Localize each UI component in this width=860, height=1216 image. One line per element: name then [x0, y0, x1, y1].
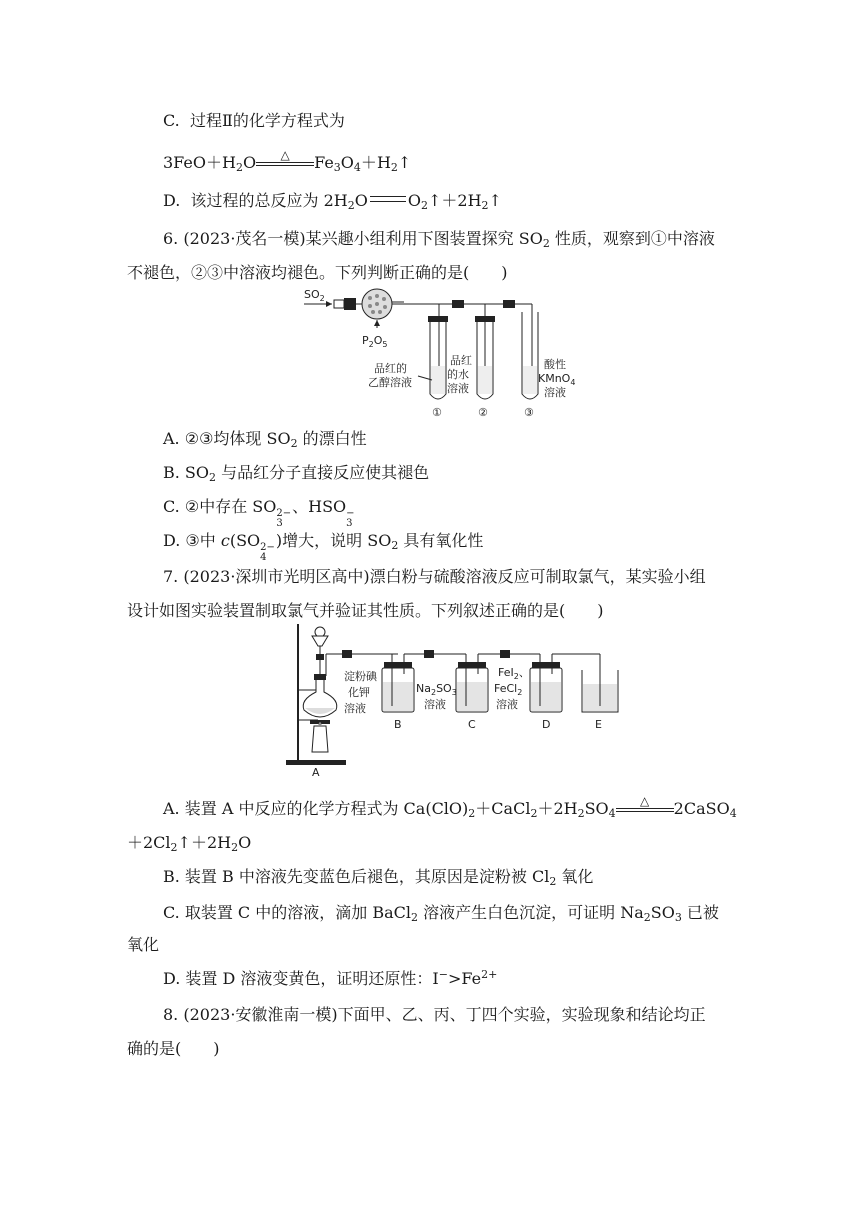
- svg-text:溶液: 溶液: [544, 386, 566, 399]
- q6-option-a: A. ②③均体现 $SO_2$ 的漂白性: [163, 429, 367, 450]
- q7-option-c-line1: C. 取装置 C 中的溶液，滴加 BaCl$_2$ 溶液产生白色沉淀，可证明 $Na_2SO_3$ 已被: [163, 903, 719, 924]
- q6-option-d: D. ③中 c(SO 2− 4 )增大，说明 $SO_2$ 具有氧化性: [163, 531, 484, 563]
- option-c-prev: C. 过程Ⅱ的化学方程式为: [163, 111, 345, 130]
- svg-text:品红的: 品红的: [374, 362, 407, 375]
- heat-arrow: △: [616, 798, 674, 816]
- svg-text:乙醇溶液: 乙醇溶液: [368, 376, 412, 389]
- so2-label: $SO_2$: [304, 288, 325, 303]
- q7-option-a-line2: $+2Cl_2↑+2H_2O$: [127, 833, 252, 854]
- svg-text:KMnO4: KMnO$_4$: [538, 372, 576, 387]
- q7-option-a-line1: A. 装置 A 中反应的化学方程式为 $Ca(ClO)_2+CaCl_2+2H_2SO_4$ △ 2CaSO$_4$: [163, 794, 737, 820]
- p2o5-label: $P_2O_5$: [362, 334, 388, 349]
- svg-text:A: A: [312, 766, 320, 779]
- svg-text:品红: 品红: [450, 354, 472, 367]
- q6-option-c: C. ②中存在 SO 2− 3 、HSO − 3: [163, 497, 355, 529]
- q6-option-b: B. $SO_2$ 与品红分子直接反应使其褪色: [163, 463, 430, 484]
- q7-apparatus-figure: [282, 620, 628, 780]
- svg-text:溶液: 溶液: [344, 702, 366, 715]
- q7-option-b: B. 装置 B 中溶液先变蓝色后褪色，其原因是淀粉被 $Cl_2$ 氧化: [163, 867, 594, 888]
- q7-stem-line1: 7. (2023·深圳市光明区高中)漂白粉与硫酸溶液反应可制取氯气，某实验小组: [163, 567, 706, 586]
- svg-text:FeI2、: FeI$_2$、: [498, 666, 530, 681]
- q8-stem-line2: 确的是( ): [127, 1039, 220, 1058]
- q8-stem-line1: 8. (2023·安徽淮南一模)下面甲、乙、丙、丁四个实验，实验现象和结论均正: [163, 1005, 706, 1024]
- svg-text:溶液: 溶液: [496, 698, 518, 711]
- svg-text:FeCl2: FeCl$_2$: [494, 682, 523, 697]
- svg-text:C: C: [468, 718, 476, 731]
- q6-apparatus-figure: [300, 286, 576, 422]
- svg-text:溶液: 溶液: [424, 698, 446, 711]
- svg-text:①: ①: [432, 406, 442, 419]
- svg-text:淀粉碘: 淀粉碘: [344, 670, 377, 683]
- svg-text:E: E: [595, 718, 602, 731]
- equation-c: $3FeO+H_2O$ △ $Fe_3O_4+H_2↑$: [163, 148, 412, 174]
- svg-text:②: ②: [478, 406, 488, 419]
- svg-text:酸性: 酸性: [544, 358, 566, 371]
- svg-text:溶液: 溶液: [447, 382, 469, 395]
- q7-option-c-line2: 氧化: [127, 935, 160, 954]
- svg-text:的水: 的水: [447, 368, 469, 381]
- svg-text:化钾: 化钾: [348, 686, 370, 699]
- q6-stem-line2: 不褪色，②③中溶液均褪色。下列判断正确的是( ): [127, 263, 508, 282]
- q7-option-d: D. 装置 D 溶液变黄色，证明还原性：$I^->Fe^{2+}$: [163, 968, 498, 988]
- option-d-prev: D. 该过程的总反应为 $2H_2O$ $O_2↑+2H_2↑$: [163, 191, 502, 212]
- svg-text:B: B: [394, 718, 402, 731]
- svg-text:D: D: [542, 718, 551, 731]
- heat-arrow: △: [256, 152, 314, 170]
- svg-text:③: ③: [524, 406, 534, 419]
- svg-text:Na2SO3: $Na_2SO_3$: [416, 682, 457, 697]
- q6-stem-line1: 6. (2023·茂名一模)某兴趣小组利用下图装置探究 $SO_2$ 性质，观察到①中溶液: [163, 229, 715, 250]
- q7-stem-line2: 设计如图实验装置制取氯气并验证其性质。下列叙述正确的是( ): [127, 601, 604, 620]
